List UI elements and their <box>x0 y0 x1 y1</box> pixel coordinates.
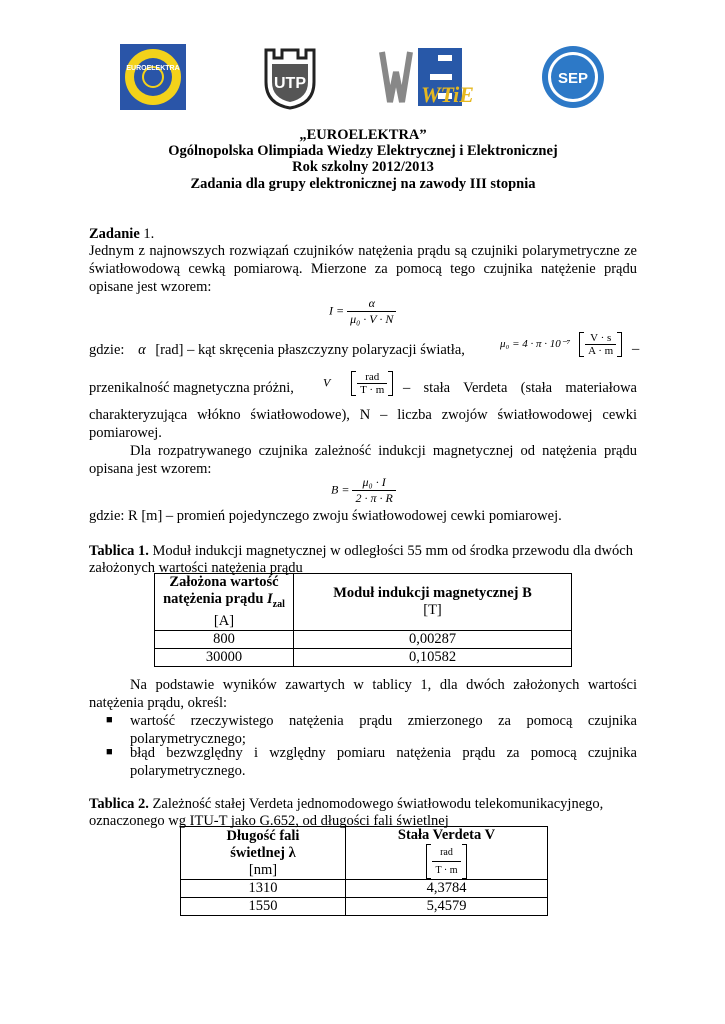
bullet2-line2: polarymetrycznego. <box>130 763 246 779</box>
table1 <box>154 573 572 667</box>
instructions-line2: natężenia prądu, określ: <box>89 695 228 711</box>
task-intro-line3: opisane jest wzorem: <box>89 279 212 295</box>
bullet1-line1: wartość rzeczywistego natężenia prądu zmierzonego za pomocą czujnika <box>130 713 637 729</box>
induction-line1: Dla rozpatrywanego czujnika zależność indukcji magnetycznej od natężenia prądu <box>130 443 637 459</box>
utp-logo <box>260 44 320 110</box>
bullet2-line1: błąd bezwzględny i względny pomiaru natężenia prądu za pomocą czujnika <box>130 745 637 761</box>
where-line3: charakteryzująca włókno światłowodowe), N – liczba zwojów światłowodowej cewki <box>89 407 637 423</box>
table2 <box>180 826 548 916</box>
where-dash: – <box>632 341 640 357</box>
where-line2a: przenikalność magnetyczna próżni, <box>89 380 294 396</box>
table2-caption-line2: oznaczonego wg ITU-T jako G.652, od długości fali świetlnej <box>89 813 449 829</box>
bullet-icon: ■ <box>106 714 113 726</box>
table1-header-induction: Moduł indukcji magnetycznej B [T] <box>294 574 572 631</box>
table1-caption-line2: założonych wartości natężenia prądu <box>89 560 303 576</box>
instructions-line1: Na podstawie wyników zawartych w tablicy 1, dla dwóch założonych wartości <box>130 677 637 693</box>
table-row: 800 0,00287 <box>155 630 572 648</box>
formula-current: I = $\frac{\alpha}{\text{μ₀ · V · N}}$ <box>329 296 396 327</box>
utp-logo-text: UTP <box>274 75 306 92</box>
table1-header-current: Założona wartość natężenia prądu $I_{zal}$ [A] <box>155 574 294 631</box>
table1-caption-line1: Tablica 1. Moduł indukcji magnetycznej w odległości 55 mm od środka przewodu dla dwóch <box>89 543 633 559</box>
formula-verdet-unit: V $\frac{\text{rad}}{T \cdot m}$ <box>323 371 393 396</box>
formula-mu0: μ₀ = 4 · π · 10⁻⁷ $\frac{V \cdot s}{A \cdot m}$ <box>500 332 622 357</box>
euroelektra-logo <box>120 44 186 110</box>
where-line4: pomiarowej. <box>89 425 162 441</box>
task-intro-line1: Jednym z najnowszych rozwiązań czujników natężenia prądu są czujniki polarymetryczne ze <box>89 243 637 259</box>
table2-header-verdet: Stała Verdeta V $\frac{\text{rad}}{T \cdot m}$ <box>346 827 548 880</box>
header-title: „EUROELEKTRA” <box>299 127 427 143</box>
task-title: Zadanie 1. <box>89 226 155 242</box>
header-subtitle: Zadania dla grupy elektronicznej na zawody III stopnia <box>190 176 536 192</box>
wtie-logo-text: WTiE <box>421 82 474 107</box>
wtie-logo <box>378 44 474 110</box>
sep-logo-text: SEP <box>557 70 589 87</box>
table2-caption-line1: Tablica 2. Zależność stałej Verdeta jednomodowego światłowodu telekomunikacyjnego, <box>89 796 604 812</box>
euroelektra-logo-text: EUROELEKTRA <box>126 65 180 72</box>
table-row: 1550 5,4579 <box>181 898 548 916</box>
bullet1-line2: polarymetrycznego; <box>130 731 246 747</box>
where-radius: gdzie: R [m] – promień pojedynczego zwoju światłowodowej cewki pomiarowej. <box>89 508 562 524</box>
table2-header-wavelength: Długość fali świetlnej λ [nm] <box>181 827 346 880</box>
sep-logo <box>540 44 606 110</box>
where-line1: gdzie: α [rad] – kąt skręcenia płaszczyzny polaryzacji światła, <box>89 342 465 358</box>
task-intro-line2: światłowodową cewką pomiarową. Mierzone za pomocą tego czujnika natężenie prądu <box>89 261 637 277</box>
formula-induction: B = $\frac{\text{μ₀ · I}}{2 \cdot \pi \cdot R}$ <box>331 475 396 506</box>
bullet-icon: ■ <box>106 746 113 758</box>
where-line2b: – stała Verdeta (stała materiałowa <box>403 380 637 396</box>
table-row: 1310 4,3784 <box>181 880 548 898</box>
induction-line2: opisana jest wzorem: <box>89 461 212 477</box>
table-row: 30000 0,10582 <box>155 648 572 666</box>
header-olympiad: Ogólnopolska Olimpiada Wiedzy Elektrycznej i Elektronicznej <box>168 143 558 159</box>
header-year: Rok szkolny 2012/2013 <box>292 159 434 175</box>
